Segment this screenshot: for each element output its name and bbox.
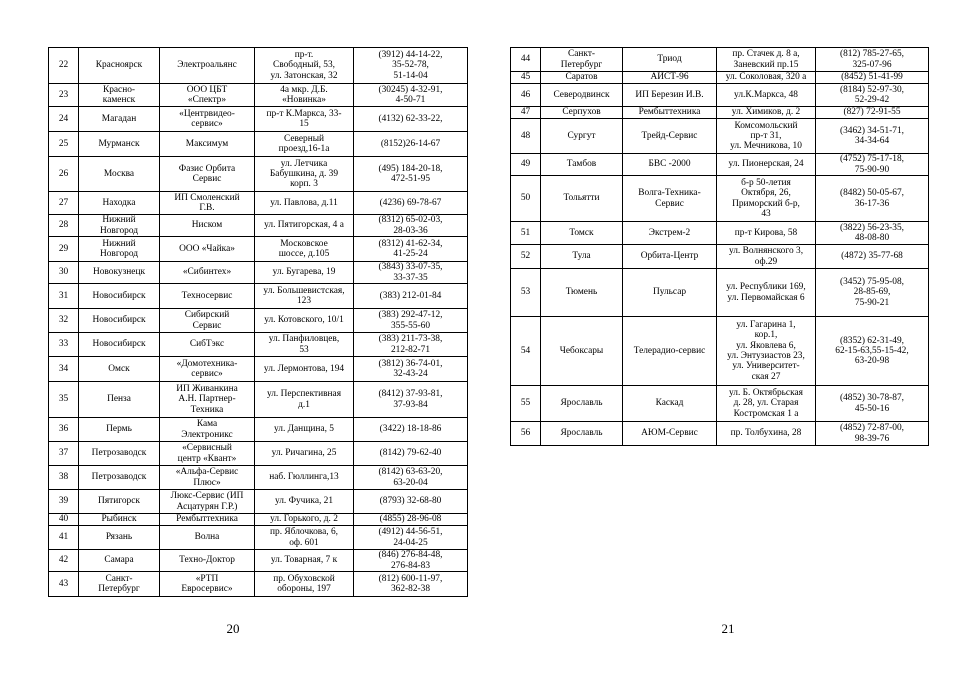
address-cell: ул. Республики 169, ул. Первомайская 6 bbox=[717, 269, 816, 317]
row-number: 38 bbox=[49, 466, 79, 490]
table-row bbox=[49, 237, 468, 262]
company-cell: Электроальянс bbox=[160, 48, 255, 84]
table-row bbox=[49, 466, 468, 490]
address-cell: ул. Волнянского 3, оф.29 bbox=[717, 245, 816, 269]
city-cell: Чебоксары bbox=[541, 317, 623, 386]
table-row bbox=[49, 262, 468, 284]
phone-cell: (4236) 69-78-67 bbox=[354, 192, 468, 215]
company-cell: «Альфа-Сервис Плюс» bbox=[160, 466, 255, 490]
table-body-right bbox=[511, 48, 929, 446]
city-cell: Ярославль bbox=[541, 386, 623, 422]
city-cell: Сургут bbox=[541, 119, 623, 154]
city-cell: Петрозаводск bbox=[79, 466, 160, 490]
company-cell: Волна bbox=[160, 526, 255, 550]
phone-cell: (495) 184-20-18, 472-51-95 bbox=[354, 157, 468, 192]
row-number: 51 bbox=[511, 222, 541, 245]
city-cell: Петрозаводск bbox=[79, 442, 160, 466]
city-cell: Тольятти bbox=[541, 176, 623, 222]
address-cell: ул. Бугарева, 19 bbox=[255, 262, 354, 284]
phone-cell: (3822) 56-23-35, 48-08-80 bbox=[816, 222, 929, 245]
address-cell: ул. Данщина, 5 bbox=[255, 418, 354, 442]
phone-cell: (3452) 75-95-08, 28-85-69, 75-90-21 bbox=[816, 269, 929, 317]
table-row bbox=[49, 157, 468, 192]
phone-cell: (4855) 28-96-08 bbox=[354, 514, 468, 526]
company-cell: «РТП Евросервис» bbox=[160, 572, 255, 597]
table-row bbox=[49, 333, 468, 357]
city-cell: Ярославль bbox=[541, 422, 623, 446]
row-number: 29 bbox=[49, 237, 79, 262]
row-number: 37 bbox=[49, 442, 79, 466]
address-cell: ул. Химиков, д. 2 bbox=[717, 107, 816, 119]
row-number: 47 bbox=[511, 107, 541, 119]
address-cell: ул. Котовского, 10/1 bbox=[255, 309, 354, 333]
phone-cell: (8352) 62-31-49, 62-15-63,55-15-42, 63-20-98 bbox=[816, 317, 929, 386]
city-cell: Саратов bbox=[541, 72, 623, 84]
table-row bbox=[49, 357, 468, 382]
company-cell: Трейд-Сервис bbox=[623, 119, 717, 154]
address-cell: ул. Панфиловцев, 53 bbox=[255, 333, 354, 357]
phone-cell: (8312) 41-62-34, 41-25-24 bbox=[354, 237, 468, 262]
table-row bbox=[49, 192, 468, 215]
company-cell: Техносервис bbox=[160, 284, 255, 309]
city-cell: Нижний Новгород bbox=[79, 215, 160, 237]
phone-cell: (3843) 33-07-35, 33-37-35 bbox=[354, 262, 468, 284]
phone-cell: (8152)26-14-67 bbox=[354, 132, 468, 157]
row-number: 35 bbox=[49, 382, 79, 418]
city-cell: Серпухов bbox=[541, 107, 623, 119]
service-centers-table-right bbox=[510, 47, 929, 446]
address-cell: пр. Обуховской обороны, 197 bbox=[255, 572, 354, 597]
address-cell: б-р 50-летия Октября, 26, Приморский б-р, 43 bbox=[717, 176, 816, 222]
table-row bbox=[511, 176, 929, 222]
address-cell: Комсомольский пр-т 31, ул. Мечникова, 10 bbox=[717, 119, 816, 154]
company-cell: Рембыттехника bbox=[623, 107, 717, 119]
phone-cell: (4752) 75-17-18, 75-90-90 bbox=[816, 154, 929, 176]
page-number-right: 21 bbox=[721, 621, 735, 636]
company-cell: Сибирский Сервис bbox=[160, 309, 255, 333]
address-cell: пр-т Кирова, 58 bbox=[717, 222, 816, 245]
company-cell: Максимум bbox=[160, 132, 255, 157]
row-number: 23 bbox=[49, 84, 79, 107]
row-number: 22 bbox=[49, 48, 79, 84]
city-cell: Новосибирск bbox=[79, 333, 160, 357]
table-row bbox=[49, 526, 468, 550]
row-number: 50 bbox=[511, 176, 541, 222]
company-cell: Каскад bbox=[623, 386, 717, 422]
company-cell: Фазис Орбита Сервис bbox=[160, 157, 255, 192]
city-cell: Пятигорск bbox=[79, 490, 160, 514]
phone-cell: (8412) 37-93-81, 37-93-84 bbox=[354, 382, 468, 418]
phone-cell: (8793) 32-68-80 bbox=[354, 490, 468, 514]
city-cell: Санкт- Петербург bbox=[79, 572, 160, 597]
page-number-left: 20 bbox=[226, 621, 240, 636]
row-number: 52 bbox=[511, 245, 541, 269]
company-cell: ИП Живанкина А.Н. Партнер- Техника bbox=[160, 382, 255, 418]
phone-cell: (8482) 50-05-67, 36-17-36 bbox=[816, 176, 929, 222]
city-cell: Самара bbox=[79, 550, 160, 572]
city-cell: Пермь bbox=[79, 418, 160, 442]
company-cell: Телерадио-сервис bbox=[623, 317, 717, 386]
company-cell: Триод bbox=[623, 48, 717, 72]
address-cell: ул. Перспективная д.1 bbox=[255, 382, 354, 418]
company-cell: Орбита-Центр bbox=[623, 245, 717, 269]
row-number: 46 bbox=[511, 84, 541, 107]
table-row bbox=[511, 269, 929, 317]
address-cell: ул. Б. Октябрьская д. 28, ул. Старая Костромская 1 а bbox=[717, 386, 816, 422]
table-row bbox=[511, 245, 929, 269]
address-cell: ул. Соколовая, 320 а bbox=[717, 72, 816, 84]
phone-cell: (8142) 63-63-20, 63-20-04 bbox=[354, 466, 468, 490]
city-cell: Новосибирск bbox=[79, 309, 160, 333]
phone-cell: (8184) 52-97-30, 52-29-42 bbox=[816, 84, 929, 107]
phone-cell: (846) 276-84-48, 276-84-83 bbox=[354, 550, 468, 572]
row-number: 28 bbox=[49, 215, 79, 237]
row-number: 34 bbox=[49, 357, 79, 382]
table-row bbox=[49, 572, 468, 597]
table-row bbox=[49, 284, 468, 309]
phone-cell: (30245) 4-32-91, 4-50-71 bbox=[354, 84, 468, 107]
company-cell: ИП Березин И.В. bbox=[623, 84, 717, 107]
service-centers-table-left bbox=[48, 47, 468, 597]
city-cell: Магадан bbox=[79, 107, 160, 132]
phone-cell: (8452) 51-41-99 bbox=[816, 72, 929, 84]
address-cell: ул. Пятигорская, 4 а bbox=[255, 215, 354, 237]
phone-cell: (827) 72-91-55 bbox=[816, 107, 929, 119]
table-row bbox=[49, 442, 468, 466]
phone-cell: (812) 600-11-97, 362-82-38 bbox=[354, 572, 468, 597]
table-row bbox=[511, 48, 929, 72]
address-cell: Московское шоссе, д.105 bbox=[255, 237, 354, 262]
table-row bbox=[49, 215, 468, 237]
row-number: 31 bbox=[49, 284, 79, 309]
address-cell: ул. Гагарина 1, кор.1, ул. Яковлева 6, ул. Энтузиастов 23, ул. Университет- ская 27 bbox=[717, 317, 816, 386]
company-cell: Экстрем-2 bbox=[623, 222, 717, 245]
city-cell: Тамбов bbox=[541, 154, 623, 176]
table-row bbox=[511, 386, 929, 422]
company-cell: «Домотехника- сервис» bbox=[160, 357, 255, 382]
city-cell: Новосибирск bbox=[79, 284, 160, 309]
row-number: 48 bbox=[511, 119, 541, 154]
row-number: 33 bbox=[49, 333, 79, 357]
city-cell: Омск bbox=[79, 357, 160, 382]
row-number: 41 bbox=[49, 526, 79, 550]
table-row bbox=[511, 317, 929, 386]
phone-cell: (4852) 72-87-00, 98-39-76 bbox=[816, 422, 929, 446]
address-cell: ул. Павлова, д.11 bbox=[255, 192, 354, 215]
row-number: 54 bbox=[511, 317, 541, 386]
city-cell: Москва bbox=[79, 157, 160, 192]
address-cell: 4а мкр. Д.Б. «Новинка» bbox=[255, 84, 354, 107]
row-number: 55 bbox=[511, 386, 541, 422]
company-cell: «Сервисный центр «Квант» bbox=[160, 442, 255, 466]
company-cell: «Сибинтех» bbox=[160, 262, 255, 284]
city-cell: Мурманск bbox=[79, 132, 160, 157]
table-row bbox=[49, 84, 468, 107]
company-cell: АИСТ-96 bbox=[623, 72, 717, 84]
company-cell: СибТэкс bbox=[160, 333, 255, 357]
company-cell: АЮМ-Сервис bbox=[623, 422, 717, 446]
phone-cell: (4912) 44-56-51, 24-04-25 bbox=[354, 526, 468, 550]
table-row bbox=[49, 309, 468, 333]
address-cell: ул. Большевистская, 123 bbox=[255, 284, 354, 309]
row-number: 27 bbox=[49, 192, 79, 215]
address-cell: ул. Летчика Бабушкина, д. 39 корп. 3 bbox=[255, 157, 354, 192]
company-cell: ООО «Чайка» bbox=[160, 237, 255, 262]
city-cell: Томск bbox=[541, 222, 623, 245]
company-cell: ООО ЦБТ «Спектр» bbox=[160, 84, 255, 107]
table-row bbox=[511, 222, 929, 245]
table-row bbox=[511, 119, 929, 154]
phone-cell: (3912) 44-14-22, 35-52-78, 51-14-04 bbox=[354, 48, 468, 84]
row-number: 44 bbox=[511, 48, 541, 72]
company-cell: Техно-Доктор bbox=[160, 550, 255, 572]
address-cell: ул. Лермонтова, 194 bbox=[255, 357, 354, 382]
table-row bbox=[49, 382, 468, 418]
city-cell: Санкт- Петербург bbox=[541, 48, 623, 72]
phone-cell: (3422) 18-18-86 bbox=[354, 418, 468, 442]
table-row bbox=[49, 514, 468, 526]
address-cell: пр. Стачек д. 8 а, Заневский пр.15 bbox=[717, 48, 816, 72]
row-number: 45 bbox=[511, 72, 541, 84]
city-cell: Находка bbox=[79, 192, 160, 215]
address-cell: наб. Гюллинга,13 bbox=[255, 466, 354, 490]
address-cell: ул. Ричагина, 25 bbox=[255, 442, 354, 466]
company-cell: Рембыттехника bbox=[160, 514, 255, 526]
row-number: 24 bbox=[49, 107, 79, 132]
address-cell: пр. Толбухина, 28 bbox=[717, 422, 816, 446]
company-cell: «Центрвидео- сервис» bbox=[160, 107, 255, 132]
company-cell: Волга-Техника- Сервис bbox=[623, 176, 717, 222]
city-cell: Рыбинск bbox=[79, 514, 160, 526]
address-cell: пр-т К.Маркса, 33- 15 bbox=[255, 107, 354, 132]
phone-cell: (4852) 30-78-87, 45-50-16 bbox=[816, 386, 929, 422]
phone-cell: (383) 212-01-84 bbox=[354, 284, 468, 309]
city-cell: Нижний Новгород bbox=[79, 237, 160, 262]
table-row bbox=[511, 154, 929, 176]
address-cell: ул. Пионерская, 24 bbox=[717, 154, 816, 176]
company-cell: Пульсар bbox=[623, 269, 717, 317]
table-row bbox=[49, 418, 468, 442]
address-cell: ул. Горького, д. 2 bbox=[255, 514, 354, 526]
city-cell: Красноярск bbox=[79, 48, 160, 84]
row-number: 32 bbox=[49, 309, 79, 333]
phone-cell: (383) 211-73-38, 212-82-71 bbox=[354, 333, 468, 357]
phone-cell: (812) 785-27-65, 325-07-96 bbox=[816, 48, 929, 72]
address-cell: пр-т. Свободный, 53, ул. Затонская, 32 bbox=[255, 48, 354, 84]
company-cell: ИП Смоленский Г.В. bbox=[160, 192, 255, 215]
city-cell: Красно- каменск bbox=[79, 84, 160, 107]
city-cell: Северодвинск bbox=[541, 84, 623, 107]
phone-cell: (8142) 79-62-40 bbox=[354, 442, 468, 466]
row-number: 36 bbox=[49, 418, 79, 442]
city-cell: Тюмень bbox=[541, 269, 623, 317]
row-number: 56 bbox=[511, 422, 541, 446]
phone-cell: (8312) 65-02-03, 28-03-36 bbox=[354, 215, 468, 237]
phone-cell: (4132) 62-33-22, bbox=[354, 107, 468, 132]
table-row bbox=[49, 490, 468, 514]
address-cell: ул.К.Маркса, 48 bbox=[717, 84, 816, 107]
table-row bbox=[511, 422, 929, 446]
row-number: 43 bbox=[49, 572, 79, 597]
city-cell: Новокузнецк bbox=[79, 262, 160, 284]
row-number: 30 bbox=[49, 262, 79, 284]
address-cell: пр. Яблочкова, 6, оф. 601 bbox=[255, 526, 354, 550]
city-cell: Тула bbox=[541, 245, 623, 269]
table-row bbox=[511, 72, 929, 84]
address-cell: ул. Фучика, 21 bbox=[255, 490, 354, 514]
row-number: 53 bbox=[511, 269, 541, 317]
table-row bbox=[49, 107, 468, 132]
row-number: 25 bbox=[49, 132, 79, 157]
phone-cell: (3462) 34-51-71, 34-34-64 bbox=[816, 119, 929, 154]
table-row bbox=[49, 48, 468, 84]
table-body-left bbox=[49, 48, 468, 597]
row-number: 49 bbox=[511, 154, 541, 176]
row-number: 40 bbox=[49, 514, 79, 526]
city-cell: Рязань bbox=[79, 526, 160, 550]
row-number: 42 bbox=[49, 550, 79, 572]
company-cell: БВС -2000 bbox=[623, 154, 717, 176]
row-number: 39 bbox=[49, 490, 79, 514]
city-cell: Пенза bbox=[79, 382, 160, 418]
phone-cell: (3812) 36-74-01, 32-43-24 bbox=[354, 357, 468, 382]
table-row bbox=[49, 550, 468, 572]
table-row bbox=[511, 84, 929, 107]
phone-cell: (4872) 35-77-68 bbox=[816, 245, 929, 269]
table-row bbox=[511, 107, 929, 119]
row-number: 26 bbox=[49, 157, 79, 192]
company-cell: Кама Электроникс bbox=[160, 418, 255, 442]
address-cell: ул. Товарная, 7 к bbox=[255, 550, 354, 572]
address-cell: Северный проезд,16-1а bbox=[255, 132, 354, 157]
company-cell: Ниском bbox=[160, 215, 255, 237]
table-row bbox=[49, 132, 468, 157]
company-cell: Люкс-Сервис (ИП Асцатурян Г.Р.) bbox=[160, 490, 255, 514]
phone-cell: (383) 292-47-12, 355-55-60 bbox=[354, 309, 468, 333]
